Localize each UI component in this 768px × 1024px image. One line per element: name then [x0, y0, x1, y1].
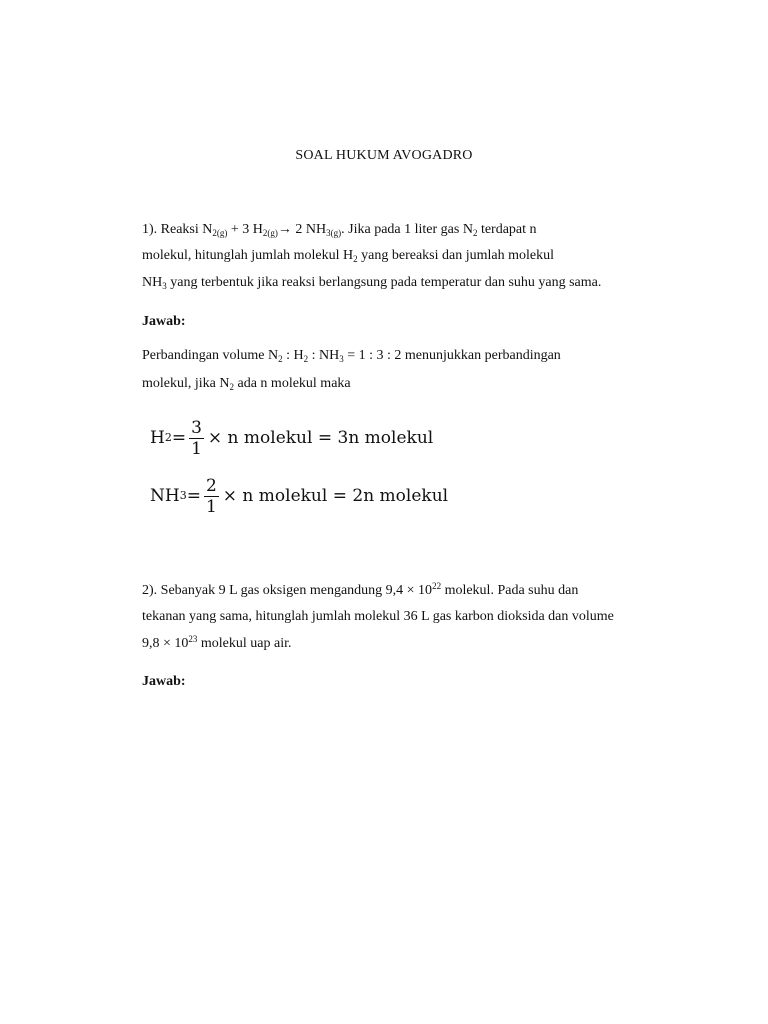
q1-l1-text-d: . Jika pada 1 liter gas N: [341, 222, 473, 237]
q1-a1-text-d: = 1 : 3 : 2 menunjukkan perbandingan: [343, 348, 561, 363]
equation-nh3: NH 3 = $\frac{2}{1}$ × n molekul = 2n molekul: [150, 475, 449, 517]
q1-a1-text-c: : NH: [308, 348, 340, 363]
eq2-lhs: NH: [150, 486, 180, 506]
q1-l3-text-b: yang terbentuk jika reaksi berlangsung pada temperatur dan suhu yang sama.: [166, 275, 602, 290]
q1-l1-sub-d: 2: [472, 228, 478, 238]
q1-l3-text-a: NH: [142, 275, 163, 290]
q1-l3-sub-a: 3: [162, 281, 167, 291]
q1-l1-sub-b: 2(g): [262, 228, 278, 238]
eq1-lhs: H: [150, 428, 165, 448]
q1-l2-sub-a: 2: [353, 254, 358, 264]
q1-l1-text-b: + 3 H: [227, 222, 263, 237]
q1-l2-text-a: molekul, hitunglah jumlah molekul H: [142, 248, 354, 263]
q1-a1-sub-a: 2: [278, 354, 283, 364]
q2-answer-label: Jawab:: [142, 674, 186, 689]
eq2-fraction: [204, 476, 219, 517]
equation-h2: H 2 = $\frac{3}{1}$ × n molekul = 3n molekul: [150, 417, 434, 459]
eq1-fraction: [189, 418, 204, 459]
q2-l1-text-b: molekul. Pada suhu dan: [441, 583, 579, 598]
eq2-numerator: 2: [205, 475, 217, 496]
eq1-denominator: 1: [191, 438, 202, 459]
q1-text-line-2: [142, 247, 554, 265]
q2-l3-sup-a: 23: [188, 634, 198, 644]
eq1-equals: =: [171, 428, 187, 448]
q2-l1-text-a: 2). Sebanyak 9 L gas oksigen mengandung 9,4 × 10: [142, 583, 433, 598]
q2-l2-text-a: tekanan yang sama, hitunglah jumlah molekul 36 L gas karbon dioksida dan volume: [142, 609, 614, 624]
q1-answer-line-1: [142, 347, 561, 365]
q1-l1-sub-c: 3(g): [326, 228, 342, 238]
q1-a2-sub-a: 2: [229, 382, 234, 392]
q2-text-line-2: [142, 608, 614, 626]
page-title: SOAL HUKUM AVOGADRO: [295, 148, 473, 163]
q1-l1-text-c: → 2 NH: [277, 222, 327, 237]
q2-l1-sup-a: 22: [432, 581, 442, 591]
q1-a1-sub-c: 3: [339, 354, 344, 364]
q1-a2-text-a: molekul, jika N: [142, 376, 230, 391]
q1-text-line-1: [142, 221, 537, 239]
q1-a2-text-b: ada n molekul maka: [234, 376, 351, 391]
q1-answer-line-2: [142, 375, 351, 393]
q1-l1-sub-a: 2(g): [212, 228, 228, 238]
eq1-numerator: 3: [191, 417, 202, 438]
q2-text-line-3: [142, 635, 292, 653]
q1-a1-text-a: Perbandingan volume N: [142, 348, 279, 363]
q2-l3-text-a: 9,8 × 10: [142, 636, 189, 651]
q1-a1-sub-b: 2: [303, 354, 309, 364]
q2-l3-text-b: molekul uap air.: [197, 636, 292, 651]
eq1-rhs: × n molekul = 3n molekul: [207, 428, 434, 448]
q1-l2-text-b: yang bereaksi dan jumlah molekul: [357, 248, 554, 263]
eq2-rhs: × n molekul = 2n molekul: [222, 486, 449, 506]
q1-a1-text-b: : H: [282, 348, 304, 363]
eq2-equals: =: [186, 486, 201, 506]
q1-l1-text-a: 1). Reaksi N: [142, 222, 213, 237]
q2-text-line-1: [142, 582, 578, 600]
q1-l1-text-e: terdapat n: [477, 222, 537, 237]
eq2-denominator: 1: [205, 496, 217, 517]
q1-answer-label: Jawab:: [142, 314, 186, 329]
q1-text-line-3: [142, 274, 601, 292]
